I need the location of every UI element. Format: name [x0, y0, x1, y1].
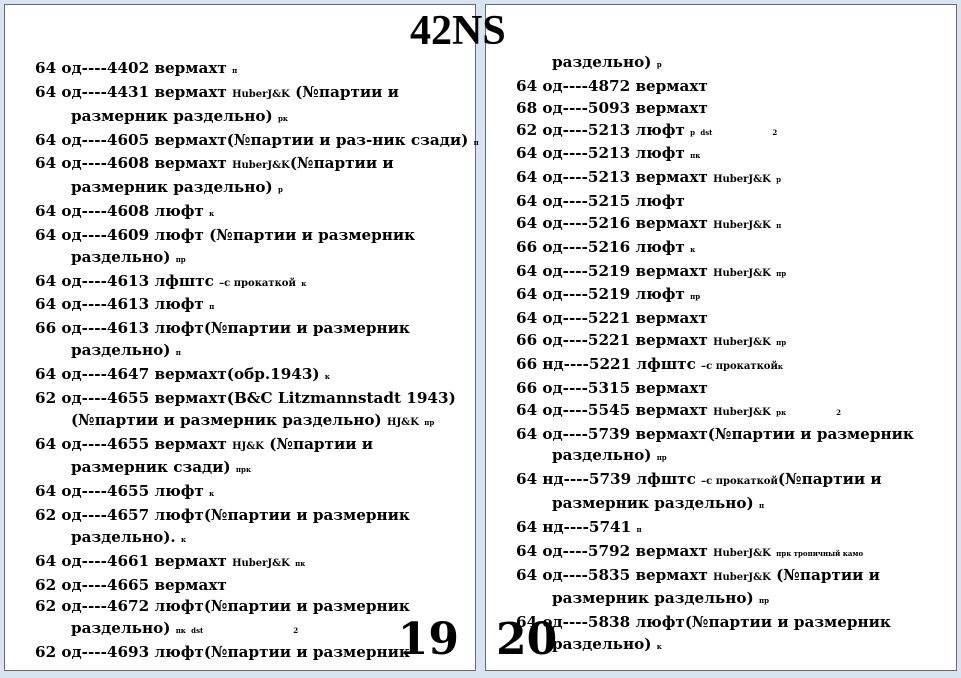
- list-item: 64 од----5838 люфт(№партии и размерник: [516, 613, 891, 632]
- list-item: размерник сзади) прк: [71, 458, 251, 477]
- page-number: 20: [496, 614, 558, 665]
- list-item: 62 од----4672 люфт(№партии и размерник: [35, 597, 410, 616]
- list-item: 64 од----4608 люфт к: [35, 202, 215, 221]
- list-item: 64 од----5545 вермахт HuberJ&K рк 2: [516, 400, 841, 419]
- list-item: раздельно) к: [552, 635, 662, 654]
- list-item: раздельно) п: [71, 341, 181, 360]
- list-item: 64 од----4402 вермахт п: [35, 59, 238, 77]
- list-item: (№партии и размерник раздельно) HJ&K пр: [71, 410, 435, 429]
- list-item: размерник раздельно) рк: [71, 106, 288, 125]
- list-item: 64 од----5215 люфт: [516, 192, 685, 211]
- list-item: 66 од----4613 люфт(№партии и размерник: [35, 319, 410, 338]
- list-item: 64 од----5213 люфт пк: [516, 144, 701, 163]
- list-item: 64 од----4605 вермахт(№партии и раз-ник сзади) п: [35, 130, 479, 149]
- list-item: 64 од----4647 вермахт(обр.1943) к: [35, 364, 330, 383]
- list-item: 66 од----5216 люфт к: [516, 237, 696, 256]
- list-item: 66 од----5221 вермахт HuberJ&K пр: [516, 331, 787, 350]
- list-item: раздельно) пр: [71, 247, 186, 266]
- list-item: раздельно) пр: [552, 446, 667, 465]
- page-number: 19: [397, 614, 459, 665]
- list-item: 64 од----4609 люфт (№партии и размерник: [35, 225, 416, 244]
- list-item: размерник раздельно) р: [71, 178, 283, 197]
- list-item: 62 од----4657 люфт(№партии и размерник: [35, 506, 410, 525]
- list-item: 64 од----5213 вермахт HuberJ&K р: [516, 168, 782, 187]
- left-page: [4, 4, 479, 671]
- list-item: 62 од----4665 вермахт: [35, 575, 227, 594]
- list-item: раздельно) пк dst 2: [71, 619, 299, 638]
- left-page-lines: [35, 58, 479, 664]
- list-item: 64 нд----5739 лфштс –с прокаткой(№партии и: [516, 470, 882, 489]
- list-item: размерник раздельно) пр: [552, 589, 769, 608]
- list-item: 64 од----5219 люфт пр: [516, 285, 701, 304]
- list-item: 64 од----4872 вермахт: [516, 76, 708, 95]
- list-item: раздельно). к: [71, 527, 187, 546]
- right-page: [485, 4, 957, 671]
- list-item: 62 од----4655 вермахт(B&C Litzmannstadt 1943): [35, 388, 456, 407]
- list-item: размерник раздельно) п: [552, 494, 765, 513]
- list-item: 66 од----5315 вермахт: [516, 378, 708, 397]
- list-item: 64 од----5221 вермахт: [516, 309, 708, 328]
- list-item: 64 од----4613 люфт п: [35, 295, 215, 314]
- list-item: 64 од----5219 вермахт HuberJ&K пр: [516, 261, 787, 280]
- list-item: 64 од----4608 вермахт HuberJ&K(№партии и: [35, 154, 394, 173]
- list-item: 64 од----4655 люфт к: [35, 482, 215, 501]
- list-item: 64 од----4431 вермахт HuberJ&K (№партии и: [35, 82, 399, 101]
- list-item: 64 од----5739 вермахт(№партии и размерник: [516, 424, 914, 443]
- list-item: 62 од----4693 люфт(№партии и размерник: [35, 643, 410, 662]
- list-item: 64 од----4661 вермахт HuberJ&K пк: [35, 551, 306, 570]
- list-item: 68 од----5093 вермахт: [516, 98, 708, 117]
- list-item: 64 од----5792 вермахт HuberJ&K прк тропичный камо: [516, 541, 864, 560]
- list-item: 62 од----5213 люфт р dst 2: [516, 120, 778, 139]
- document-title: 42NS: [410, 8, 506, 54]
- list-item: 64 од----4655 вермахт HJ&K (№партии и: [35, 434, 374, 453]
- list-item: 64 од----5835 вермахт HuberJ&K (№партии и: [516, 565, 880, 584]
- right-page-lines: [516, 52, 956, 658]
- list-item: раздельно) р: [552, 53, 662, 71]
- list-item: 64 од----5216 вермахт HuberJ&K п: [516, 213, 782, 232]
- list-item: 66 нд----5221 лфштс –с прокаткойк: [516, 354, 783, 373]
- list-item: 64 од----4613 лфштс –с прокаткой к: [35, 271, 307, 290]
- list-item: 64 нд----5741 п: [516, 517, 642, 536]
